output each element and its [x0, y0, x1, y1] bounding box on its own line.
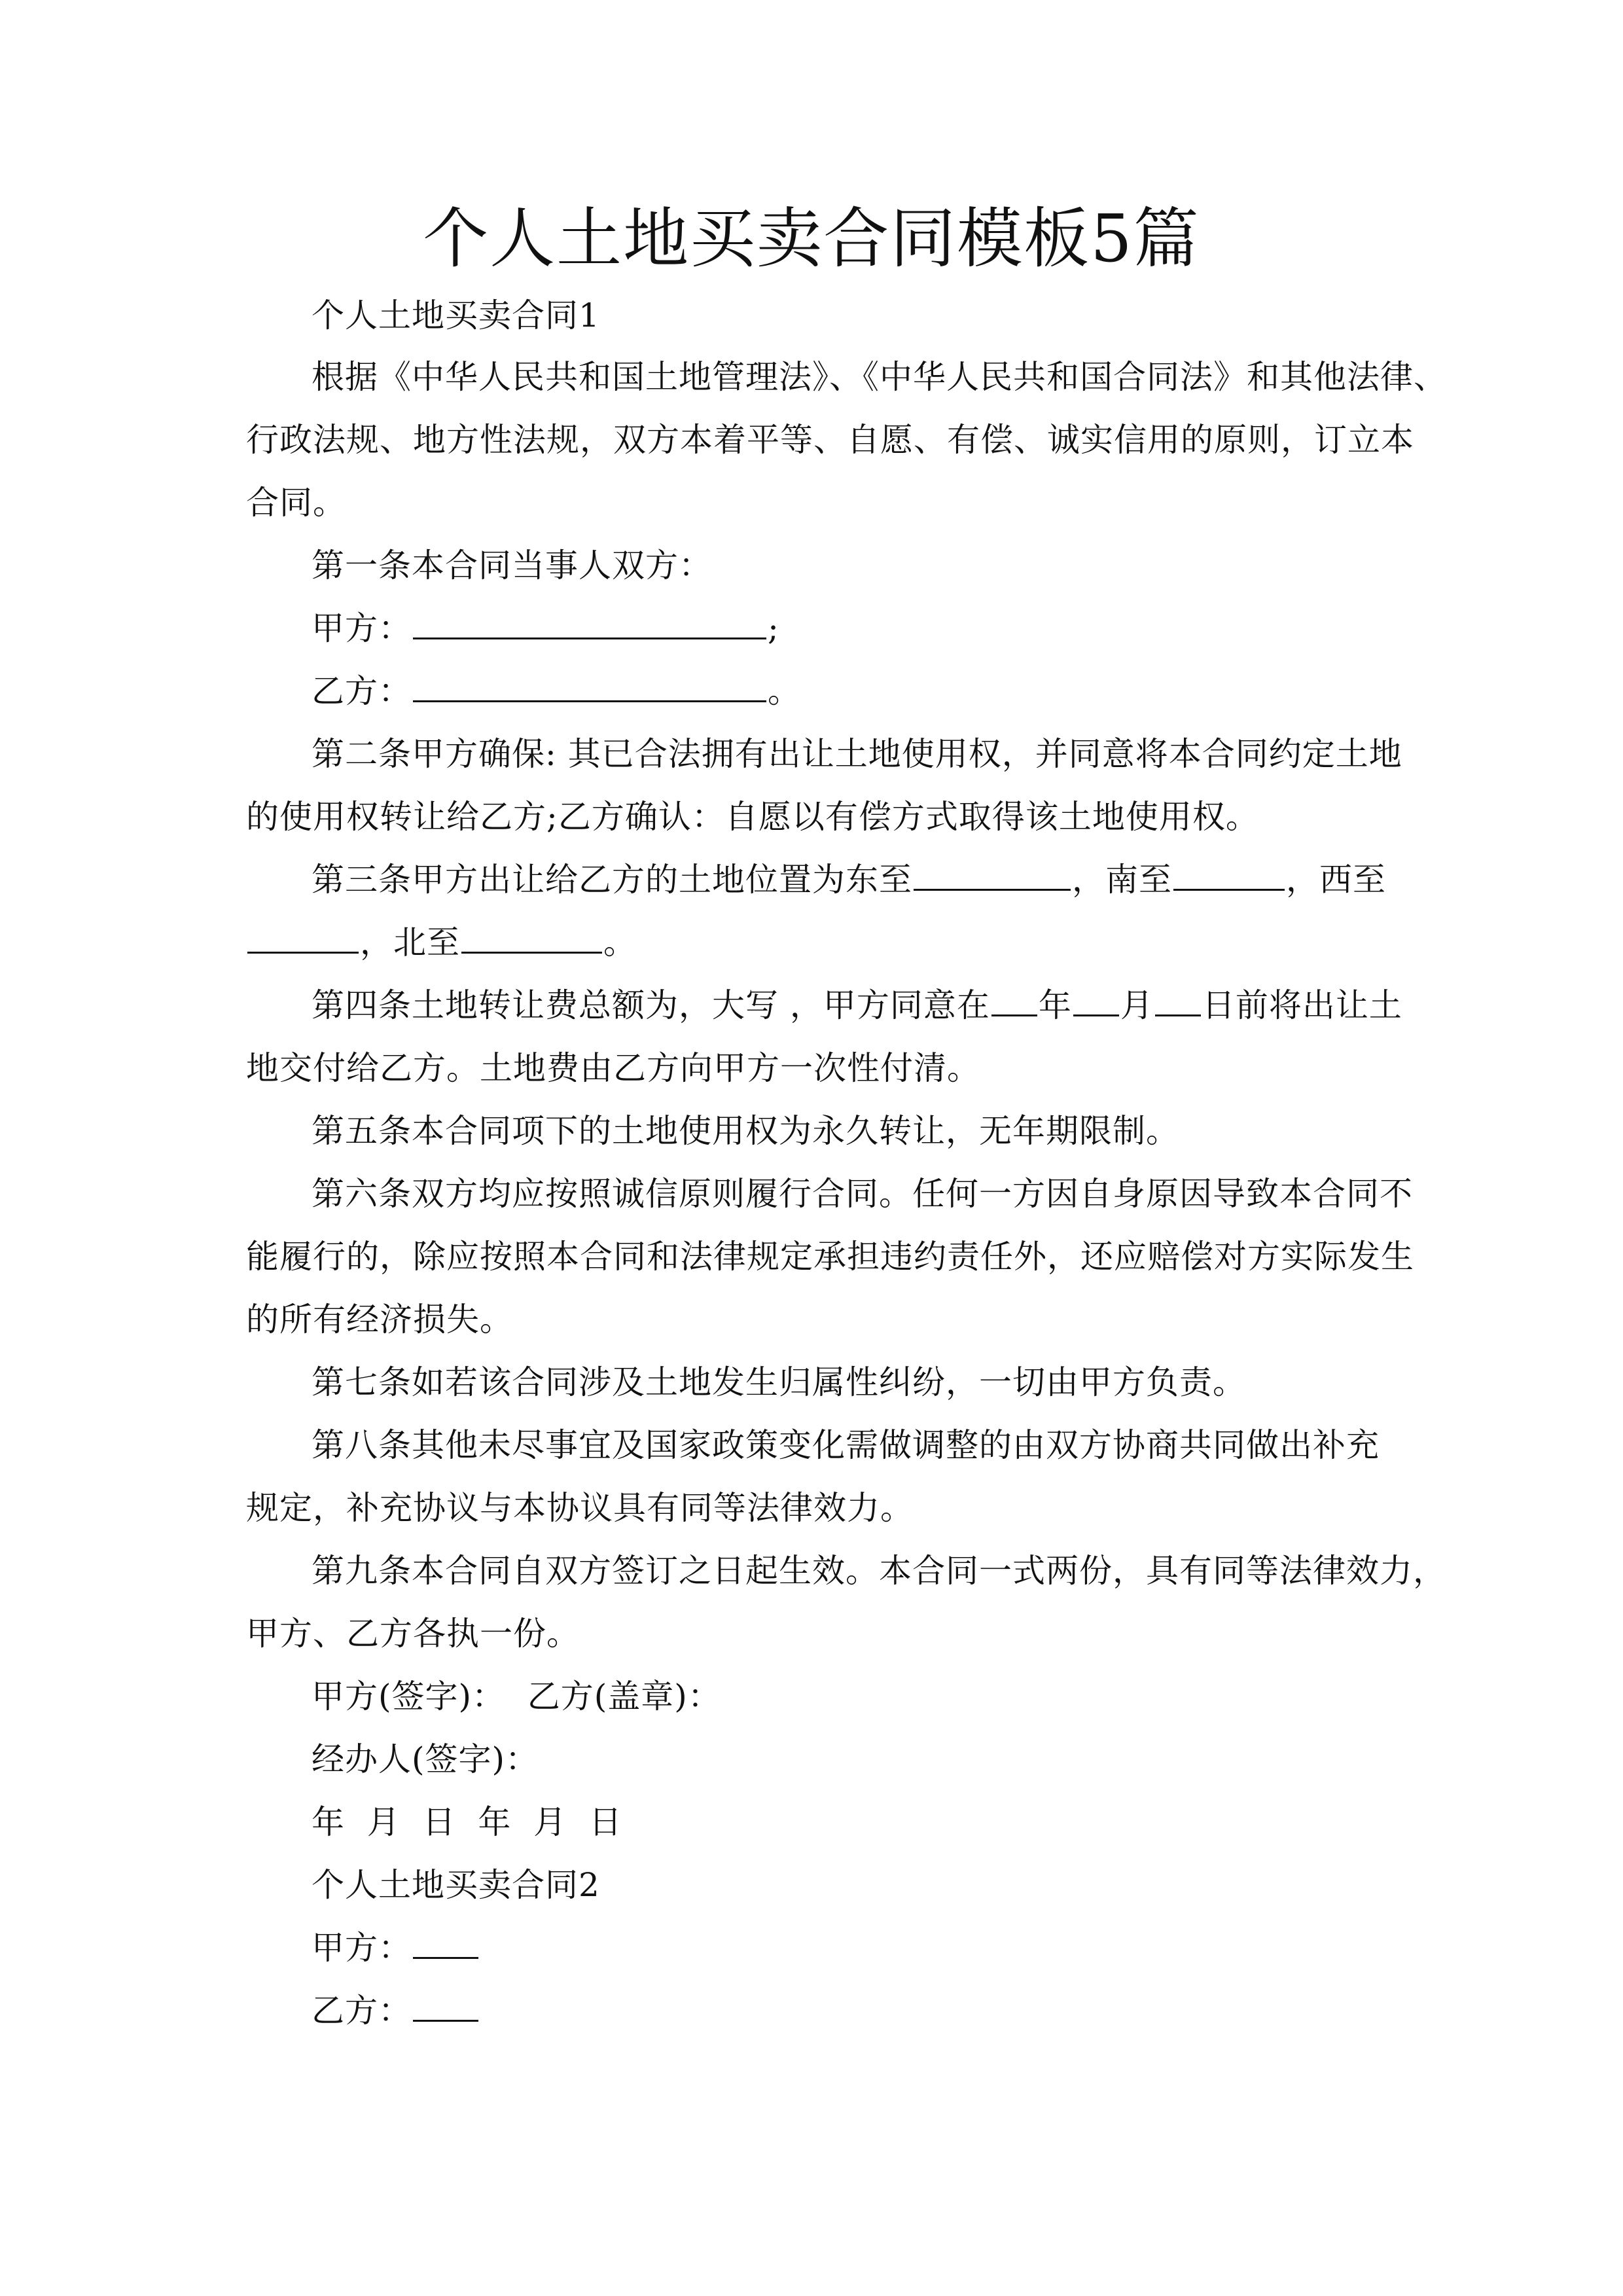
article-3-prefix: 第三条甲方出让给乙方的土地位置为东至	[312, 861, 912, 899]
party-b-blank[interactable]	[413, 674, 766, 702]
day-blank[interactable]	[1155, 988, 1201, 1016]
article-4-line-2: 地交付给乙方。土地费由乙方向甲方一次性付清。	[246, 1049, 980, 1087]
article-3-end: 。	[603, 924, 637, 961]
east-boundary-blank[interactable]	[914, 863, 1071, 891]
article-9-line-1: 第九条本合同自双方签订之日起生效。本合同一式两份，具有同等法律效力，	[312, 1552, 1446, 1590]
party-a-label: 甲方：	[312, 609, 412, 647]
contract2-party-a-row	[312, 1928, 1377, 1967]
article-6-line-1: 第六条双方均应按照诚信原则履行合同。任何一方因自身原因导致本合同不	[312, 1175, 1413, 1213]
preamble-line-3: 合同。	[246, 484, 346, 522]
preamble-line-1: 根据《中华人民共和国土地管理法》、《中华人民共和国合同法》和其他法律、	[312, 358, 1447, 396]
article-7: 第七条如若该合同涉及土地发生归属性纠纷，一切由甲方负责。	[312, 1363, 1246, 1401]
article-1: 第一条本合同当事人双方：	[312, 547, 712, 584]
party-a-end: ;	[768, 609, 779, 647]
contract2-party-a-label: 甲方：	[312, 1929, 412, 1967]
year-label: 年	[1038, 986, 1072, 1024]
article-4-suffix: 日前将出让土	[1202, 986, 1402, 1024]
signature-line-agent: 经办人(签字)：	[312, 1740, 539, 1778]
party-a-blank[interactable]	[413, 611, 766, 639]
article-4-line-1	[312, 986, 1402, 1025]
contract1-heading: 个人土地买卖合同1	[312, 296, 600, 334]
month-blank[interactable]	[1073, 988, 1119, 1016]
article-5: 第五条本合同项下的土地使用权为永久转让，无年期限制。	[312, 1112, 1179, 1150]
party-b-label: 乙方：	[312, 672, 412, 710]
west-boundary-blank[interactable]	[247, 925, 359, 954]
article-9-line-2: 甲方、乙方各执一份。	[246, 1615, 580, 1653]
document-title: 个人土地买卖合同模板5篇	[423, 200, 1200, 277]
article-6-line-3: 的所有经济损失。	[246, 1300, 513, 1338]
month-label: 月	[1120, 986, 1154, 1024]
north-boundary-blank[interactable]	[461, 925, 602, 954]
year-blank[interactable]	[991, 988, 1037, 1016]
article-3-line-1	[312, 860, 1386, 899]
article-6-line-2: 能履行的，除应按照本合同和法律规定承担违约责任外，还应赔偿对方实际发生	[246, 1238, 1414, 1276]
party-a-row	[312, 609, 1377, 648]
west-label: ，西至	[1286, 861, 1386, 899]
south-label: ，南至	[1072, 861, 1172, 899]
article-2-line-1: 第二条甲方确保: 其已合法拥有出让土地使用权，并同意将本合同约定土地	[312, 735, 1402, 773]
article-3-line-2	[246, 923, 1377, 962]
south-boundary-blank[interactable]	[1173, 863, 1285, 891]
contract2-party-b-row	[312, 1991, 1377, 2030]
article-4-prefix: 第四条土地转让费总额为，大写 ，甲方同意在	[312, 986, 990, 1024]
contract2-heading: 个人土地买卖合同2	[312, 1866, 600, 1904]
party-b-end: 。	[768, 672, 801, 710]
contract2-party-a-blank[interactable]	[413, 1931, 478, 1959]
article-2-line-2: 的使用权转让给乙方;乙方确认：自愿以有偿方式取得该土地使用权。	[246, 798, 1259, 836]
contract2-party-b-label: 乙方：	[312, 1992, 412, 2030]
north-label: ，北至	[360, 924, 460, 961]
contract2-party-b-blank[interactable]	[413, 1994, 478, 2022]
party-b-row	[312, 672, 1377, 711]
article-8-line-1: 第八条其他未尽事宜及国家政策变化需做调整的由双方协商共同做出补充	[312, 1426, 1380, 1464]
preamble-line-2: 行政法规、地方性法规，双方本着平等、自愿、有偿、诚实信用的原则，订立本	[246, 421, 1414, 459]
signature-line-parties: 甲方(签字)： 乙方(盖章)：	[312, 1677, 721, 1715]
signature-line-dates: 年 月 日 年 月 日	[312, 1803, 622, 1841]
article-8-line-2: 规定，补充协议与本协议具有同等法律效力。	[246, 1489, 914, 1527]
